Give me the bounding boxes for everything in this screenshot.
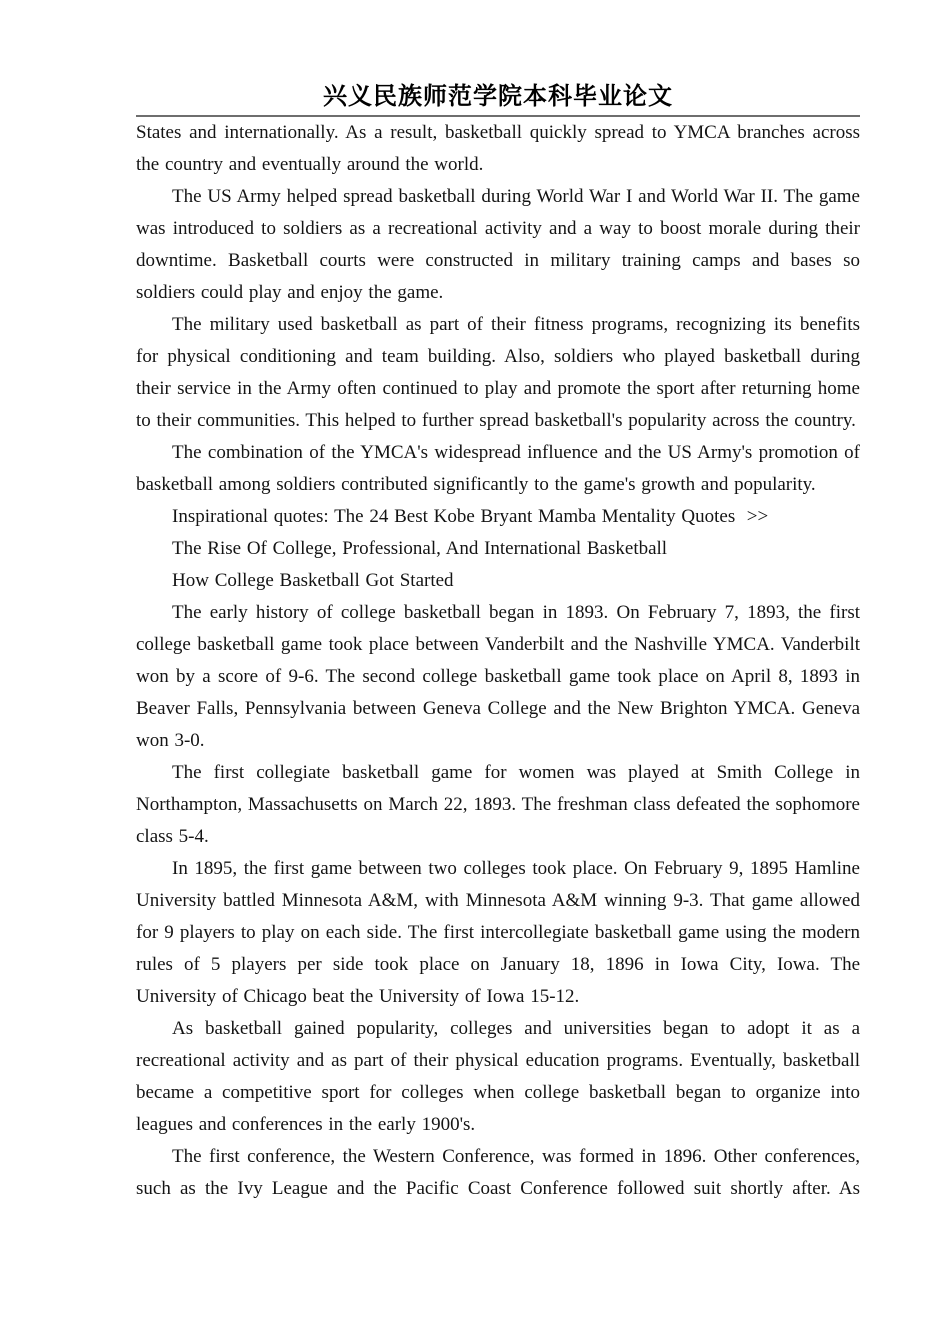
- paragraph: The first conference, the Western Conference, was formed in 1896. Other conferences, such as the Ivy League and the Pacific Coast Conference followed suit shortly after. As: [136, 1146, 860, 1199]
- paragraph: The early history of college basketball began in 1893. On February 7, 1893, the first college basketball game took place between Vanderbilt and the Nashville YMCA. Vanderbilt won by a score of 9-6. The second college basketball game took place on April 8, 1893 in Beaver Falls, Pennsylvania between Geneva College and the New Brighton YMCA. Geneva won 3-0.: [136, 602, 860, 751]
- paragraph: As basketball gained popularity, colleges and universities began to adopt it as a recreational activity and as part of their physical education programs. Eventually, basketball became a competitive sport for colleges when college basketball began to organize into leagues and conferences in the early 1900's.: [136, 1018, 860, 1135]
- paragraph: The first collegiate basketball game for women was played at Smith College in Northampton, Massachusetts on March 22, 1893. The freshman class defeated the sophomore class 5-4.: [136, 762, 860, 847]
- document-body: [136, 117, 860, 1205]
- paragraph: The US Army helped spread basketball during World War I and World War II. The game was introduced to soldiers as a recreational activity and a way to boost morale during their downtime. Basketball courts were constructed in military training camps and bases so soldiers could play and enjoy the game.: [136, 186, 860, 303]
- paragraph: The military used basketball as part of their fitness programs, recognizing its benefits for physical conditioning and team building. Also, soldiers who played basketball during their service in the Army often continued to play and promote the sport after returning home to their communities. This helped to further spread basketball's popularity across the country.: [136, 314, 860, 431]
- paragraph-quote-link: Inspirational quotes: The 24 Best Kobe Bryant Mamba Mentality Quotes >>: [172, 506, 769, 527]
- paragraph: In 1895, the first game between two colleges took place. On February 9, 1895 Hamline University battled Minnesota A&M, with Minnesota A&M winning 9-3. That game allowed for 9 players to play on each side. The first intercollegiate basketball game using the modern rules of 5 players per side took place on January 18, 1896 in Iowa City, Iowa. The University of Chicago beat the University of Iowa 15-12.: [136, 858, 860, 1007]
- page-header: [136, 84, 860, 117]
- paragraph-section-heading: The Rise Of College, Professional, And International Basketball: [172, 538, 668, 559]
- paragraph: States and internationally. As a result, basketball quickly spread to YMCA branches across the country and eventually around the world.: [136, 122, 860, 175]
- paragraph-section-heading: How College Basketball Got Started: [172, 570, 454, 591]
- paragraph: The combination of the YMCA's widespread influence and the US Army's promotion of basketball among soldiers contributed significantly to the game's growth and popularity.: [136, 442, 860, 495]
- page-header-title: 兴义民族师范学院本科毕业论文: [323, 84, 673, 110]
